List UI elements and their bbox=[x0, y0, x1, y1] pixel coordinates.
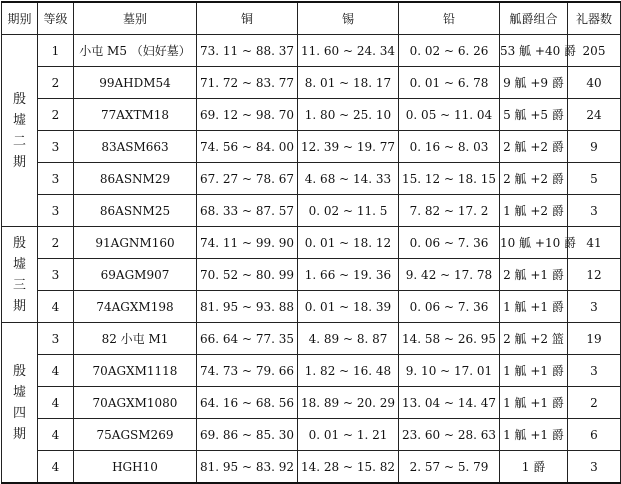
header-tomb: 墓别 bbox=[74, 2, 197, 35]
cell-copper: 70. 52 ~ 80. 99 bbox=[197, 259, 298, 291]
table-row bbox=[2, 67, 621, 99]
header-gu-jue-combo: 觚爵组合 bbox=[500, 2, 568, 35]
cell-tin: 8. 01 ~ 18. 17 bbox=[298, 67, 399, 99]
cell-count: 40 bbox=[568, 67, 621, 99]
header-lead: 铅 bbox=[399, 2, 500, 35]
cell-grade: 3 bbox=[38, 323, 74, 355]
cell-tin: 18. 89 ~ 20. 29 bbox=[298, 387, 399, 419]
table-body bbox=[2, 35, 621, 484]
cell-count: 12 bbox=[568, 259, 621, 291]
cell-count: 41 bbox=[568, 227, 621, 259]
cell-grade: 4 bbox=[38, 419, 74, 451]
cell-copper: 74. 11 ~ 99. 90 bbox=[197, 227, 298, 259]
cell-combo: 1 觚 +1 爵 bbox=[500, 355, 568, 387]
cell-copper: 73. 11 ~ 88. 37 bbox=[197, 35, 298, 67]
cell-copper: 69. 12 ~ 98. 70 bbox=[197, 99, 298, 131]
table-row bbox=[2, 355, 621, 387]
table-row bbox=[2, 35, 621, 67]
cell-lead: 15. 12 ~ 18. 15 bbox=[399, 163, 500, 195]
cell-period: 殷 墟 二 期 bbox=[2, 35, 38, 227]
cell-count: 6 bbox=[568, 419, 621, 451]
cell-count: 2 bbox=[568, 387, 621, 419]
cell-tin: 1. 80 ~ 25. 10 bbox=[298, 99, 399, 131]
cell-tomb: 82 小屯 M1 bbox=[74, 323, 197, 355]
cell-lead: 13. 04 ~ 14. 47 bbox=[399, 387, 500, 419]
cell-count: 3 bbox=[568, 291, 621, 323]
cell-grade: 2 bbox=[38, 99, 74, 131]
table-row bbox=[2, 163, 621, 195]
cell-tin: 0. 02 ~ 11. 5 bbox=[298, 195, 399, 227]
cell-combo: 1 觚 +2 爵 bbox=[500, 195, 568, 227]
cell-tomb: 75AGSM269 bbox=[74, 419, 197, 451]
cell-copper: 74. 56 ~ 84. 00 bbox=[197, 131, 298, 163]
header-row bbox=[2, 2, 621, 35]
cell-copper: 68. 33 ~ 87. 57 bbox=[197, 195, 298, 227]
cell-count: 3 bbox=[568, 355, 621, 387]
cell-copper: 64. 16 ~ 68. 56 bbox=[197, 387, 298, 419]
cell-count: 5 bbox=[568, 163, 621, 195]
cell-tin: 0. 01 ~ 1. 21 bbox=[298, 419, 399, 451]
cell-combo: 1 爵 bbox=[500, 451, 568, 484]
cell-count: 3 bbox=[568, 195, 621, 227]
cell-combo: 1 觚 +1 爵 bbox=[500, 387, 568, 419]
cell-tin: 11. 60 ~ 24. 34 bbox=[298, 35, 399, 67]
cell-tin: 12. 39 ~ 19. 77 bbox=[298, 131, 399, 163]
cell-copper: 66. 64 ~ 77. 35 bbox=[197, 323, 298, 355]
cell-lead: 0. 02 ~ 6. 26 bbox=[399, 35, 500, 67]
cell-lead: 0. 16 ~ 8. 03 bbox=[399, 131, 500, 163]
cell-tin: 0. 01 ~ 18. 12 bbox=[298, 227, 399, 259]
cell-grade: 4 bbox=[38, 291, 74, 323]
cell-lead: 0. 01 ~ 6. 78 bbox=[399, 67, 500, 99]
cell-count: 24 bbox=[568, 99, 621, 131]
cell-combo: 2 觚 +2 爵 bbox=[500, 131, 568, 163]
cell-tin: 14. 28 ~ 15. 82 bbox=[298, 451, 399, 484]
cell-combo: 2 觚 +2 爵 bbox=[500, 163, 568, 195]
cell-copper: 74. 73 ~ 79. 66 bbox=[197, 355, 298, 387]
cell-tomb: 91AGNM160 bbox=[74, 227, 197, 259]
cell-combo: 9 觚 +9 爵 bbox=[500, 67, 568, 99]
cell-count: 3 bbox=[568, 451, 621, 484]
cell-lead: 0. 05 ~ 11. 04 bbox=[399, 99, 500, 131]
cell-combo: 53 觚 +40 爵 bbox=[500, 35, 568, 67]
cell-grade: 2 bbox=[38, 227, 74, 259]
cell-tomb: 86ASNM25 bbox=[74, 195, 197, 227]
table-row bbox=[2, 227, 621, 259]
cell-lead: 9. 10 ~ 17. 01 bbox=[399, 355, 500, 387]
cell-combo: 1 觚 +1 爵 bbox=[500, 291, 568, 323]
table-row bbox=[2, 195, 621, 227]
cell-combo: 5 觚 +5 爵 bbox=[500, 99, 568, 131]
cell-tomb: 77AXTM18 bbox=[74, 99, 197, 131]
cell-grade: 2 bbox=[38, 67, 74, 99]
header-tin: 锡 bbox=[298, 2, 399, 35]
cell-grade: 3 bbox=[38, 131, 74, 163]
cell-tin: 4. 68 ~ 14. 33 bbox=[298, 163, 399, 195]
cell-lead: 14. 58 ~ 26. 95 bbox=[399, 323, 500, 355]
cell-tomb: 86ASNM29 bbox=[74, 163, 197, 195]
cell-copper: 81. 95 ~ 83. 92 bbox=[197, 451, 298, 484]
table-row bbox=[2, 387, 621, 419]
cell-combo: 1 觚 +1 爵 bbox=[500, 419, 568, 451]
header-copper: 铜 bbox=[197, 2, 298, 35]
cell-copper: 67. 27 ~ 78. 67 bbox=[197, 163, 298, 195]
cell-count: 205 bbox=[568, 35, 621, 67]
cell-tin: 1. 66 ~ 19. 36 bbox=[298, 259, 399, 291]
cell-combo: 2 觚 +1 爵 bbox=[500, 259, 568, 291]
cell-grade: 4 bbox=[38, 355, 74, 387]
header-period: 期别 bbox=[2, 2, 38, 35]
cell-lead: 0. 06 ~ 7. 36 bbox=[399, 227, 500, 259]
cell-period: 殷 墟 四 期 bbox=[2, 323, 38, 484]
cell-grade: 3 bbox=[38, 195, 74, 227]
cell-tomb: 83ASM663 bbox=[74, 131, 197, 163]
cell-combo: 10 觚 +10 爵 bbox=[500, 227, 568, 259]
cell-tin: 4. 89 ~ 8. 87 bbox=[298, 323, 399, 355]
table-row bbox=[2, 131, 621, 163]
cell-lead: 7. 82 ~ 17. 2 bbox=[399, 195, 500, 227]
header-vessel-count: 礼器数 bbox=[568, 2, 621, 35]
bronze-composition-table bbox=[1, 1, 621, 484]
cell-copper: 71. 72 ~ 83. 77 bbox=[197, 67, 298, 99]
cell-count: 19 bbox=[568, 323, 621, 355]
table-row bbox=[2, 259, 621, 291]
cell-count: 9 bbox=[568, 131, 621, 163]
table-row bbox=[2, 323, 621, 355]
cell-tomb: HGH10 bbox=[74, 451, 197, 484]
cell-copper: 81. 95 ~ 93. 88 bbox=[197, 291, 298, 323]
cell-tomb: 70AGXM1080 bbox=[74, 387, 197, 419]
cell-period: 殷 墟 三 期 bbox=[2, 227, 38, 323]
cell-tin: 1. 82 ~ 16. 48 bbox=[298, 355, 399, 387]
cell-lead: 9. 42 ~ 17. 78 bbox=[399, 259, 500, 291]
cell-grade: 4 bbox=[38, 451, 74, 484]
table-row bbox=[2, 99, 621, 131]
cell-copper: 69. 86 ~ 85. 30 bbox=[197, 419, 298, 451]
cell-grade: 4 bbox=[38, 387, 74, 419]
cell-tin: 0. 01 ~ 18. 39 bbox=[298, 291, 399, 323]
header-grade: 等级 bbox=[38, 2, 74, 35]
table-row bbox=[2, 419, 621, 451]
cell-lead: 23. 60 ~ 28. 63 bbox=[399, 419, 500, 451]
cell-tomb: 69AGM907 bbox=[74, 259, 197, 291]
cell-combo: 2 觚 +2 篮 bbox=[500, 323, 568, 355]
cell-grade: 3 bbox=[38, 163, 74, 195]
cell-grade: 3 bbox=[38, 259, 74, 291]
cell-lead: 2. 57 ~ 5. 79 bbox=[399, 451, 500, 484]
cell-tomb: 99AHDM54 bbox=[74, 67, 197, 99]
cell-tomb: 小屯 M5 （妇好墓） bbox=[74, 35, 197, 67]
table-row bbox=[2, 291, 621, 323]
cell-grade: 1 bbox=[38, 35, 74, 67]
cell-lead: 0. 06 ~ 7. 36 bbox=[399, 291, 500, 323]
cell-tomb: 74AGXM198 bbox=[74, 291, 197, 323]
cell-tomb: 70AGXM1118 bbox=[74, 355, 197, 387]
table-row bbox=[2, 451, 621, 484]
